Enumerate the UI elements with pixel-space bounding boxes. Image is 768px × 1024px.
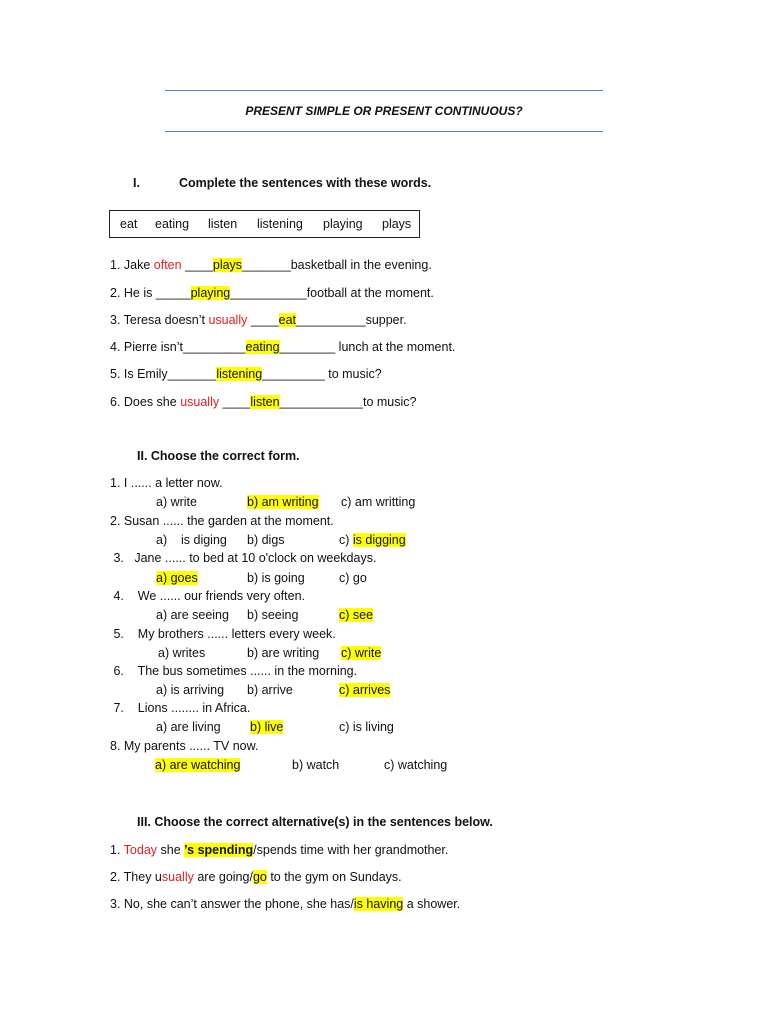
option: a) is arriving bbox=[156, 683, 225, 697]
option: b) seeing bbox=[247, 608, 299, 622]
alternative-sentence-3: 3. No, she can’t answer the phone, she has/is having a shower. bbox=[110, 897, 461, 911]
word-bank-item: eating bbox=[155, 217, 190, 231]
option-correct: c) is digging bbox=[339, 533, 406, 547]
answer: eat bbox=[278, 313, 297, 327]
worksheet-title: PRESENT SIMPLE OR PRESENT CONTINUOUS? bbox=[245, 104, 523, 118]
section2-heading: II. Choose the correct form. bbox=[137, 449, 300, 463]
question-5: 5. My brothers ...... letters every week. bbox=[110, 627, 336, 641]
option: c) am writting bbox=[341, 495, 416, 509]
sentence-5: 5. Is Emily_______listening_________ to music? bbox=[110, 367, 382, 381]
answer: eating bbox=[245, 340, 280, 354]
section1-heading: Complete the sentences with these words. bbox=[179, 176, 432, 190]
section3-heading: III. Choose the correct alternative(s) in the sentences below. bbox=[137, 815, 493, 829]
alternative-sentence-1: 1. Today she ’s spending/spends time with her grandmother. bbox=[110, 843, 449, 857]
option-correct: c) see bbox=[339, 608, 374, 622]
option: a) is diging bbox=[156, 533, 227, 547]
option-correct: a) goes bbox=[156, 571, 198, 585]
word-bank-item: listen bbox=[208, 217, 238, 231]
alternative-sentence-2: 2. They usually are going/go to the gym on Sundays. bbox=[110, 870, 402, 884]
question-2: 2. Susan ...... the garden at the moment. bbox=[110, 514, 334, 528]
answer: is digging bbox=[352, 533, 406, 547]
option: a) are living bbox=[156, 720, 221, 734]
word-bank-item: eat bbox=[120, 217, 138, 231]
question-1: 1. I ...... a letter now. bbox=[110, 476, 223, 490]
title-rule-bottom bbox=[165, 131, 603, 132]
sentence-2: 2. He is _____playing___________football at the moment. bbox=[110, 286, 434, 300]
answer: listening bbox=[216, 367, 263, 381]
option: b) are writing bbox=[247, 646, 320, 660]
option: b) digs bbox=[247, 533, 285, 547]
word-bank-box bbox=[109, 210, 420, 238]
section1-numeral: I. bbox=[133, 176, 140, 190]
option: a) are seeing bbox=[156, 608, 229, 622]
sentence-6: 6. Does she usually ____listen____________to music? bbox=[110, 395, 417, 409]
sentence-1: 1. Jake often ____plays_______basketball in the evening. bbox=[110, 258, 432, 272]
question-7: 7. Lions ........ in Africa. bbox=[110, 701, 251, 715]
option: b) arrive bbox=[247, 683, 293, 697]
answer: is having bbox=[353, 897, 404, 911]
option-correct: b) live bbox=[250, 720, 284, 734]
option-correct: b) am writing bbox=[247, 495, 319, 509]
answer: plays bbox=[212, 258, 243, 272]
title-rule-top bbox=[165, 90, 603, 91]
option: b) is going bbox=[247, 571, 305, 585]
word-bank-item: playing bbox=[323, 217, 363, 231]
option: c) watching bbox=[384, 758, 448, 772]
word-bank-item: listening bbox=[257, 217, 303, 231]
option-correct: c) arrives bbox=[339, 683, 391, 697]
option: c) is living bbox=[339, 720, 394, 734]
option: a) write bbox=[156, 495, 197, 509]
answer: listen bbox=[250, 395, 280, 409]
answer: go bbox=[252, 870, 267, 884]
option: b) watch bbox=[292, 758, 340, 772]
word-bank-item: plays bbox=[382, 217, 412, 231]
answer: ’s spending bbox=[184, 843, 254, 857]
sentence-4: 4. Pierre isn’t_________eating________ lunch at the moment. bbox=[110, 340, 456, 354]
question-3: 3. Jane ...... to bed at 10 o'clock on weekdays. bbox=[110, 551, 377, 565]
option: c) go bbox=[339, 571, 367, 585]
answer: playing bbox=[190, 286, 231, 300]
sentence-3: 3. Teresa doesn’t usually ____eat__________supper. bbox=[110, 313, 407, 327]
question-6: 6. The bus sometimes ...... in the morning. bbox=[110, 664, 358, 678]
question-4: 4. We ...... our friends very often. bbox=[110, 589, 305, 603]
question-8: 8. My parents ...... TV now. bbox=[110, 739, 259, 753]
option: a) writes bbox=[158, 646, 206, 660]
option-correct: c) write bbox=[341, 646, 382, 660]
option-correct: a) are watching bbox=[155, 758, 241, 772]
